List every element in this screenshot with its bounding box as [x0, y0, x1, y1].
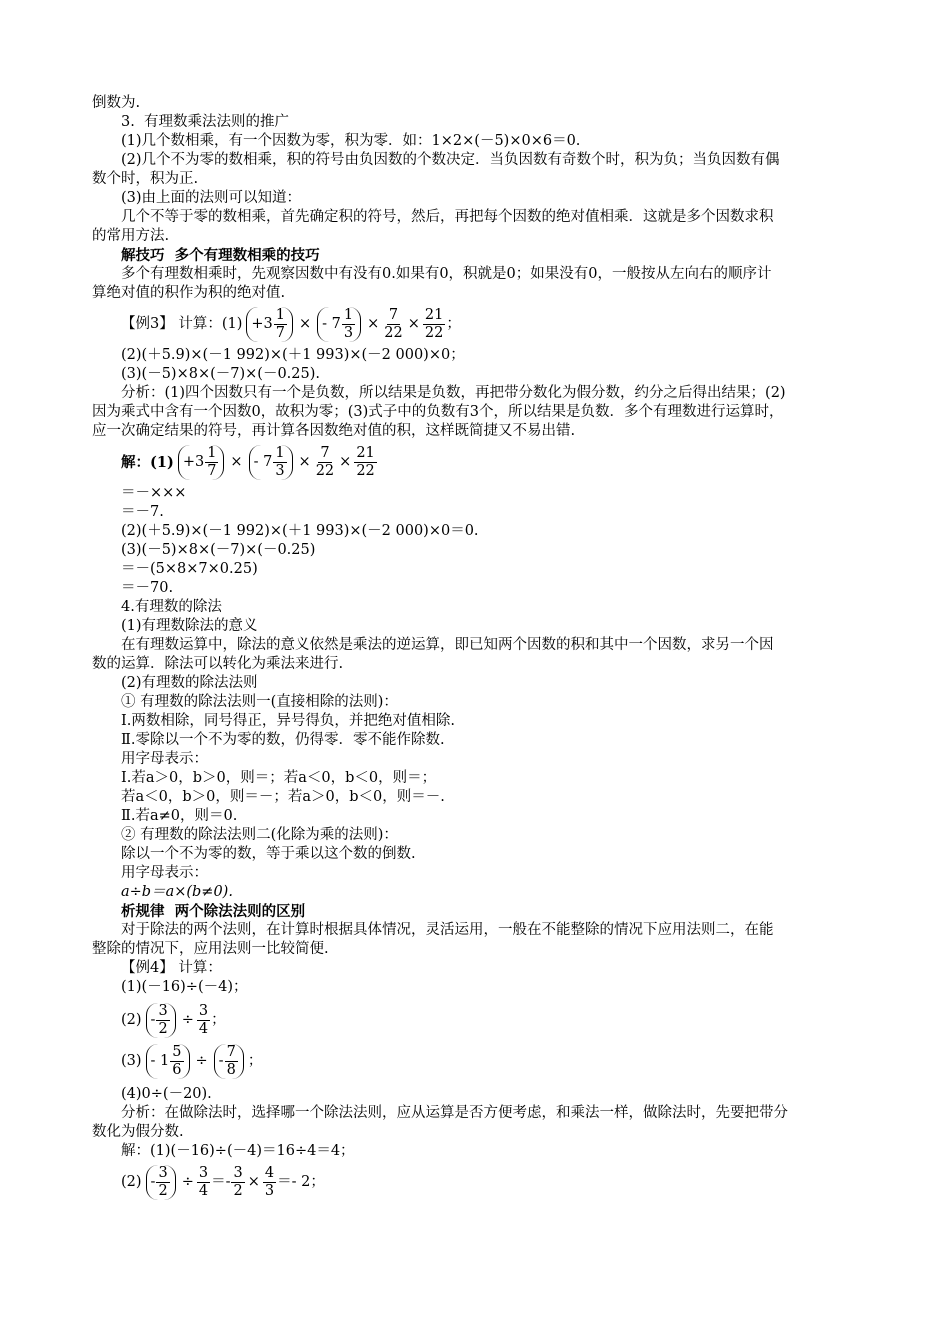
- paren-group: [246, 307, 293, 342]
- paren-group: [214, 1044, 244, 1079]
- denominator: 3: [264, 1183, 275, 1199]
- example-4-part-3: [92, 1044, 862, 1079]
- text-line: 整除的情况下，应用法则一比较简便.: [92, 941, 329, 957]
- text-line: Ⅱ.若a≠0，则＝0.: [121, 808, 238, 824]
- text-line: 几个不等于零的数相乘，首先确定积的符号，然后，再把每个因数的绝对值相乘．这就是多个因数求积: [121, 209, 774, 225]
- numerator: 3: [158, 1165, 168, 1181]
- fraction: [382, 307, 404, 342]
- text-line: (2)(＋5.9)×(－1 992)×(＋1 993)×(－2 000)×0；: [121, 347, 465, 363]
- fraction: [263, 1165, 276, 1200]
- operator: ×: [407, 316, 420, 332]
- example-3-problem: [92, 307, 862, 342]
- text-line: 除以一个不为零的数，等于乘以这个数的倒数.: [121, 846, 416, 862]
- paren-group: [146, 1165, 176, 1200]
- part-label: (3): [121, 1053, 142, 1069]
- solution-label: 解：(1): [121, 454, 174, 471]
- text-line: 算绝对值的积作为积的绝对值.: [92, 285, 286, 301]
- text-line: (2)(＋5.9)×(－1 992)×(＋1 993)×(－2 000)×0＝0.: [121, 523, 479, 539]
- tip-heading: 解技巧 多个有理数相乘的技巧: [121, 247, 320, 264]
- text-line: 倒数为.: [92, 95, 141, 111]
- text-line: ＝－×××: [121, 485, 187, 501]
- text-line: 在有理数运算中，除法的意义依然是乘法的逆运算，即已知两个因数的积和其中一个因数，求另一个因: [121, 637, 774, 653]
- text-line: 用字母表示：: [121, 751, 208, 767]
- example-4-part-2: [92, 1003, 862, 1038]
- text-line: ＝－(5×8×7×0.25): [121, 561, 258, 577]
- example-label: 【例3】 计算：(1): [121, 316, 243, 332]
- text-line: (3)由上面的法则可以知道：: [121, 190, 302, 206]
- denominator: 22: [315, 463, 335, 479]
- denominator: 6: [172, 1062, 182, 1078]
- text-line: 因为乘式中含有一个因数0，故积为零；(3)式子中的负数有3个，所以结果是负数．多个有理数进行运算时，: [92, 404, 784, 420]
- numerator: 3: [233, 1165, 243, 1181]
- punctuation: ；: [446, 316, 461, 332]
- analysis-line: 分析：在做除法时，选择哪一个除法法则，应从运算是否方便考虑，和乘法一样，做除法时，先要把带分: [121, 1105, 788, 1121]
- term-sign: - 7: [253, 454, 273, 470]
- numerator: 7: [320, 445, 330, 461]
- denominator: 22: [384, 325, 403, 341]
- fraction: [273, 445, 286, 480]
- denominator: 7: [275, 325, 285, 341]
- numerator: 5: [172, 1044, 182, 1060]
- analysis-line: 分析：(1)四个因数只有一个是负数，所以结果是负数，再把带分数化为假分数，约分之后得出结果；(2): [121, 385, 786, 401]
- operator: ÷: [195, 1053, 208, 1069]
- solution-line: 解：(1)(－16)÷(－4)＝16÷4＝4；: [121, 1143, 355, 1159]
- text-line: Ⅰ.若a＞0，b＞0，则＝；若a＜0，b＜0，则＝；: [121, 770, 437, 786]
- numerator: 21: [424, 307, 444, 323]
- text-line: 数个时，积为正.: [92, 171, 199, 187]
- denominator: 2: [233, 1183, 243, 1199]
- text-line: 应一次确定结果的符号，再计算各因数绝对值的积，这样既简捷又不易出错.: [92, 423, 576, 439]
- numerator: 21: [356, 445, 375, 461]
- text-line: ② 有理数的除法法则二(化除为乘的法则)：: [121, 827, 398, 843]
- term-sign: -: [150, 1012, 156, 1028]
- fraction: [156, 1165, 169, 1200]
- denominator: 7: [207, 463, 217, 479]
- operator: ×: [367, 316, 380, 332]
- denominator: 4: [198, 1021, 209, 1037]
- text-line: 用字母表示：: [121, 865, 208, 881]
- fraction: [170, 1044, 183, 1079]
- fraction: [342, 307, 355, 342]
- section-heading: 3. 有理数乘法法则的推广: [121, 114, 290, 130]
- paren-group: [178, 445, 225, 480]
- punctuation: ；: [247, 1053, 263, 1069]
- numerator: 1: [207, 445, 217, 461]
- fraction: [205, 445, 218, 480]
- text-line: 数化为假分数.: [92, 1124, 184, 1140]
- fraction: [197, 1003, 210, 1038]
- tip-heading: 析规律 两个除法法则的区别: [121, 903, 306, 920]
- operator: ×: [247, 1174, 260, 1190]
- numerator: 7: [226, 1044, 236, 1060]
- text-line: a÷b＝a×(b≠0).: [121, 884, 233, 900]
- numerator: 7: [388, 307, 399, 323]
- text-line: (2)几个不为零的数相乘，积的符号由负因数的个数决定．当负因数有奇数个时，积为负；当负因数有偶: [121, 152, 780, 168]
- text-line: (3)(－5)×8×(－7)×(－0.25): [121, 542, 316, 558]
- term-sign: +3: [182, 454, 205, 470]
- numerator: 3: [198, 1165, 209, 1181]
- text-line: ① 有理数的除法法则一(直接相除的法则)：: [121, 694, 398, 710]
- denominator: 2: [158, 1183, 168, 1199]
- result: ＝- 2；: [277, 1174, 325, 1190]
- paren-group: [146, 1044, 190, 1079]
- text-line: Ⅰ.两数相除，同号得正，异号得负，并把绝对值相除.: [121, 713, 455, 729]
- text-line: 多个有理数相乘时，先观察因数中有没有0.如果有0，积就是0；如果没有0，一般按从左向右的顺序计: [121, 266, 772, 282]
- document-page: [92, 94, 862, 1204]
- numerator: 1: [275, 445, 285, 461]
- text-line: 数的运算．除法可以转化为乘法来进行.: [92, 656, 344, 672]
- text-line: Ⅱ.零除以一个不为零的数，仍得零．零不能作除数.: [121, 732, 445, 748]
- fraction: [197, 1165, 210, 1200]
- text-line: ＝－70.: [121, 580, 174, 596]
- numerator: 1: [343, 307, 354, 323]
- fraction: [423, 307, 445, 342]
- example-label: 【例4】 计算：: [121, 960, 222, 976]
- operator: ×: [298, 454, 311, 470]
- denominator: 2: [158, 1021, 168, 1037]
- section-heading: 4.有理数的除法: [121, 599, 222, 615]
- paren-group: [317, 307, 361, 342]
- numerator: 1: [275, 307, 285, 323]
- part-label: (2): [121, 1174, 142, 1190]
- operator: ×: [298, 316, 312, 332]
- text-line: 若a＜0，b＞0，则＝－；若a＞0，b＜0，则＝－.: [121, 789, 445, 805]
- denominator: 22: [424, 325, 444, 341]
- term-sign: +3: [251, 316, 273, 332]
- punctuation: ；: [211, 1012, 226, 1028]
- solution-3-formula: [92, 445, 862, 480]
- operator: ×: [339, 454, 352, 470]
- text-line: (1)有理数除法的意义: [121, 618, 258, 634]
- term-sign: -: [218, 1053, 224, 1069]
- text-line: 对于除法的两个法则，在计算时根据具体情况，灵活运用，一般在不能整除的情况下应用法则二，在能: [121, 922, 774, 938]
- term-sign: -: [150, 1174, 156, 1190]
- numerator: 4: [264, 1165, 275, 1181]
- denominator: 4: [198, 1183, 209, 1199]
- paren-group: [249, 445, 293, 480]
- term-sign: - 7: [322, 316, 341, 332]
- fraction: [274, 307, 287, 342]
- operator: ÷: [181, 1012, 194, 1028]
- numerator: 3: [158, 1003, 168, 1019]
- paren-group: [146, 1003, 176, 1038]
- text-line: (1)(－16)÷(－4)；: [121, 979, 248, 995]
- numerator: 3: [198, 1003, 209, 1019]
- fraction: [354, 445, 376, 480]
- fraction: [314, 445, 336, 480]
- fraction: [156, 1003, 169, 1038]
- part-label: (2): [121, 1012, 142, 1028]
- text-line: (1)几个数相乘，有一个因数为零，积为零．如：1×2×(－5)×0×6＝0.: [121, 133, 581, 149]
- fraction: [225, 1044, 238, 1079]
- operator: ×: [230, 454, 243, 470]
- text-line: (4)0÷(－20).: [121, 1086, 212, 1102]
- text-line: (2)有理数的除法法则: [121, 675, 258, 691]
- denominator: 8: [226, 1062, 236, 1078]
- fraction: [231, 1165, 244, 1200]
- denominator: 3: [343, 325, 354, 341]
- operator: ＝-: [211, 1174, 231, 1190]
- denominator: 22: [356, 463, 375, 479]
- text-line: ＝－7.: [121, 504, 164, 520]
- denominator: 3: [275, 463, 285, 479]
- text-line: 的常用方法.: [92, 228, 170, 244]
- solution-4-part-2: [92, 1165, 862, 1200]
- operator: ÷: [181, 1174, 194, 1190]
- term-sign: - 1: [150, 1053, 170, 1069]
- text-line: (3)(－5)×8×(－7)×(－0.25).: [121, 366, 320, 382]
